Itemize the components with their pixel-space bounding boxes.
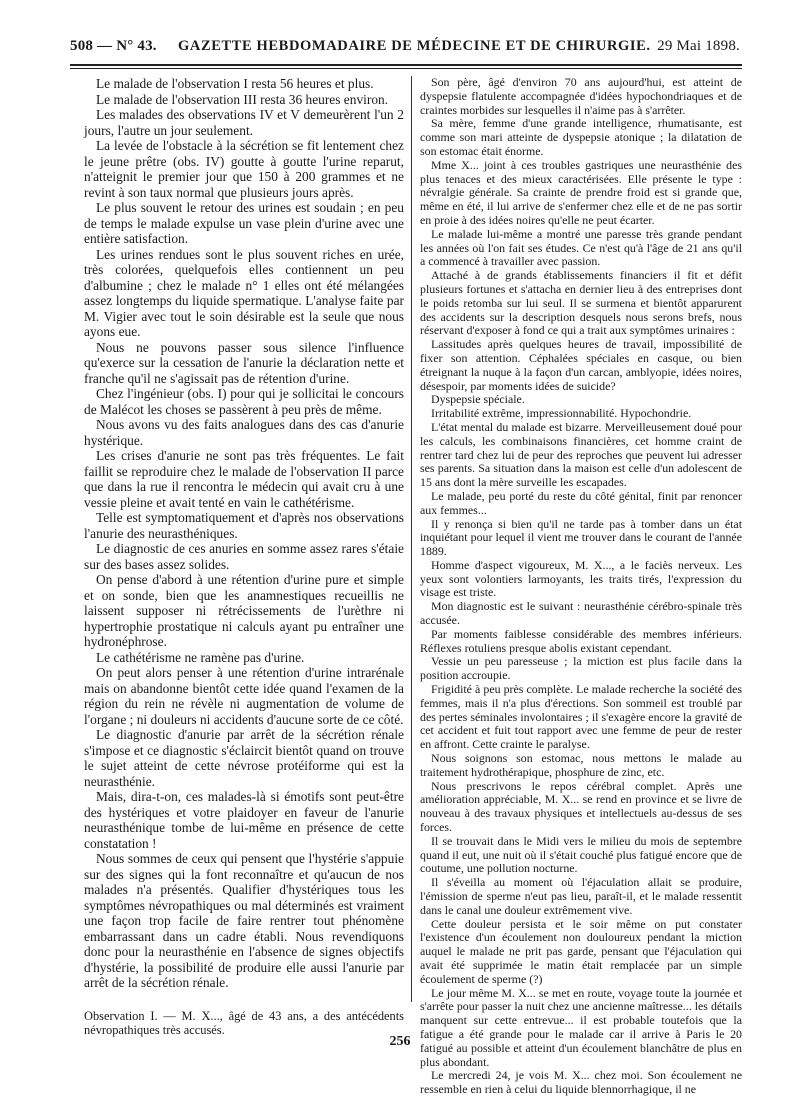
running-header [70, 34, 740, 60]
paragraph: Nous sommes de ceux qui pensent que l'hystérie s'appuie sur des signes qui la font reconnaître et qu'aucun de nos malades n'a présentés. Qualifier d'hystériques tous les symptômes névropathiques ou mal déterminés est vraiment une façon trop facile de faire rentrer tout phénomène embarrassant dans un cadre établi. Nous revendiquons donc pour la neurasthénie en l'absence de signes objectifs d'hystérie, la possibilité de produire elle aussi l'anurie par arrêt de la sécrétion rénale. [84, 851, 404, 990]
paragraph: Le diagnostic d'anurie par arrêt de la sécrétion rénale s'impose et ce diagnostic s'éclaircit bientôt quand on trouve le sujet atteint de cette névrose protéiforme qui est la neurasthénie. [84, 727, 404, 789]
paragraph: Dyspepsie spéciale. [431, 392, 525, 407]
paragraph: Frigidité à peu près complète. Le malade recherche la société des femmes, mais il n'a plus d'érections. Son sommeil est troublé par des pertes séminales involontaires ; il s'exagère encore la gravité de cet accident et fuit tout rapport avec une femme de peur de rester en affront. Cette crainte le paralyse. [420, 682, 742, 752]
paragraph: Le mercredi 24, je vois M. X... chez moi. Son écoulement ne ressemble en rien à celui du liquide blennorrhagique, il ne [420, 1068, 742, 1097]
paragraph: Nous ne pouvons passer sous silence l'influence qu'exerce sur la cessation de l'anurie la déclaration nette et franche qu'il ne s'agissait pas de rétention d'urine. [84, 339, 404, 386]
paragraph: Nous prescrivons le repos cérébral complet. Après une amélioration appréciable, M. X... se rend en province et se livre de nouveau à des travaux physiques et intellectuels au-dessus de ses forces. [420, 778, 742, 835]
paragraph: Le plus souvent le retour des urines est soudain ; en peu de temps le malade expulse un vase plein d'urine avec une entière satisfaction. [84, 200, 404, 246]
header-rule-thick [70, 64, 742, 66]
paragraph: Homme d'aspect vigoureux, M. X..., a le faciès nerveux. Les yeux sont volontiers larmoyants, les traits tirés, l'expression du visage est triste. [420, 557, 742, 600]
paragraph: Le cathétérisme ne ramène pas d'urine. [96, 649, 305, 665]
paragraph: Mme X... joint à ces troubles gastriques une neurasthénie des plus tenaces et des mieux caractérisées. Elle présente le type : névralgie générale. Sa crainte de prendre froid est si grande que, même en été, il lui arrive de s'enfermer chez elle et de ne pas sortir en proie à des idées noires qu'elle ne peut écarter. [420, 157, 742, 227]
paragraph: Cette douleur persista et le soir même on put constater l'existence d'un écoulement non douloureux pendant la miction auquel le malade ne prit pas garde, pensant que l'éjaculation qui avait été supprimée le matin était remplacée par un simple écoulement de sperme (?) [420, 916, 742, 986]
paragraph: La levée de l'obstacle à la sécrétion se fit lentement chez le jeune prêtre (obs. IV) goutte à goutte l'urine reparut, n'atteignit le premier jour que 150 à 200 grammes et ne revint à son taux normal que plusieurs jours après. [84, 138, 404, 200]
paragraph: Lassitudes après quelques heures de travail, impossibilité de fixer son attention. Céphalées spéciales en casque, ou bien étreignant la nuque à la façon d'un carcan, amblyopie, idées noires, désespoir, par moments idées de suicide? [420, 337, 742, 393]
paragraph: Le malade de l'observation I resta 56 heures et plus. [96, 76, 374, 91]
paragraph: Mon diagnostic est le suivant : neurasthénie cérébro-spinale très accusée. [420, 599, 742, 628]
paragraph: Chez l'ingénieur (obs. I) pour qui je sollicitai le concours de Malécot les choses se passèrent à peu près de même. [84, 386, 404, 417]
paragraph: Le malade lui-même a montré une paresse très grande pendant les années où l'on fait ses études. Ce n'est qu'à l'âge de 21 ans qu'il a commencé à travailler avec passion. [420, 226, 742, 269]
paragraph: Le malade, peu porté du reste du côté génital, finit par renoncer aux femmes... [420, 488, 742, 517]
paragraph: L'état mental du malade est bizarre. Merveilleusement doué pour les calculs, les combinaisons financières, cet homme craint de rentrer tard chez lui de peur des reproches que peuvent lui adresser ses parents. Sa situation dans la maison est celle d'un adolescent de 15 ans dont la mère surveille les escapades. [420, 419, 742, 490]
paragraph: Les urines rendues sont le plus souvent riches en urée, très colorées, quelquefois elles contiennent un peu d'albumine ; chez le malade n° 1 elles ont été mélangées assez longtemps du liquide spermatique. L'analyse faite par M. Vigier avec tout le soin désirable est la seule que nous ayons eue. [84, 246, 404, 339]
column-divider [411, 76, 412, 1002]
paragraph: Telle est symptomatiquement et d'après nos observations l'anurie des neurasthéniques. [84, 510, 404, 541]
paragraph: Le malade de l'observation III resta 36 heures environ. [96, 91, 389, 107]
paragraph: Attaché à de grands établissements financiers il fit et défit plusieurs fortunes et s'attacha en dernier lieu à des entreprises dont le poids retomba sur lui seul. Il se surmena et bientôt apparurent des accidents sur la description desquels nous serons brefs, nous réservant d'exposer à fond ce qui a trait aux symptômes urinaires : [420, 268, 742, 338]
page-number: 256 [389, 1034, 411, 1049]
paragraph: Nous avons vu des faits analogues dans des cas d'anurie hystérique. [84, 417, 404, 448]
issue-date: 29 Mai 1898. [657, 38, 740, 54]
paragraph: Il y renonça si bien qu'il ne tarde pas à tomber dans un état inquiétant pour lequel il vient me trouver dans le courant de l'année 1889. [420, 516, 742, 559]
right-column [420, 75, 742, 1097]
paragraph: Irritabilité extrême, impressionnabilité. Hypochondrie. [431, 406, 692, 421]
left-column [84, 76, 404, 1037]
paragraph: On peut alors penser à une rétention d'urine intrarénale mais on abandonne bientôt cette idée quand l'examen de la région du rein ne révèle ni augmentation de volume de l'organe ; ni douleurs ni accidents d'aucune sorte de ce côté. [84, 665, 404, 727]
paragraph: Le jour même M. X... se met en route, voyage toute la journée et s'arrête pour passer la nuit chez une ancienne maîtresse... les détails manquent sur cette entrevue... il est probable toutefois que la fatigue a été grande pour le malade car il arrive à Paris le 20 fatigué au possible et atteint d'un écoulement blanchâtre de plus en plus abondant. [420, 985, 742, 1069]
paragraph: Il se trouvait dans le Midi vers le milieu du mois de septembre quand il eut, une nuit où il s'était couché plus fatigué encore que de coutume, une pollution nocturne. [420, 833, 742, 876]
paragraph: Le diagnostic de ces anuries en somme assez rares s'étaie sur des bases assez solides. [84, 541, 404, 572]
header-rule-thin [70, 68, 742, 69]
paragraph: Sa mère, femme d'une grande intelligence, rhumatisante, est comme son mari atteinte de dyspepsie atonique ; la dilatation de son estomac était énorme. [420, 116, 742, 158]
page-issue-number: 508 — N° 43. [70, 38, 157, 54]
paragraph: Les malades des observations IV et V demeurèrent l'un 2 jours, l'autre un jour seulement. [84, 107, 404, 138]
paragraph: Mais, dira-t-on, ces malades-là si émotifs sont peut-être des hystériques et votre plaidoyer en faveur de l'anurie neurasthénique tombe de lui-même en présence de cette constatation ! [84, 789, 404, 851]
paragraph: Nous soignons son estomac, nous mettons le malade au traitement hydrothérapique, phosphure de zinc, etc. [420, 751, 742, 779]
paragraph: On pense d'abord à une rétention d'urine pure et simple et on sonde, bien que les anamnestiques recueillis ne laissent supposer ni rétrécissements de l'urèthre ni hypertrophie prostatique ni calculs ayant pu entraîner une hydronéphrose. [84, 572, 404, 649]
paragraph: Son père, âgé d'environ 70 ans aujourd'hui, est atteint de dyspepsie flatulente accompagnée d'idées hypochondriaques et de craintes morbides sur lesquelles il n'aime pas à s'arrêter. [420, 75, 742, 117]
journal-title: GAZETTE HEBDOMADAIRE DE MÉDECINE ET DE CHIRURGIE. [178, 38, 651, 54]
paragraph: Il s'éveilla au moment où l'éjaculation allait se produire, l'émission de sperme n'eut pas lieu, paraît-il, et le malade ressentit dans le canal une douleur extrêmement vive. [420, 875, 742, 917]
observation-heading: Observation I. — M. X..., âgé de 43 ans, a des antécédents névropathiques très accusés. [84, 1008, 404, 1037]
paragraph: Vessie un peu paresseuse ; la miction est plus facile dans la position accroupie. [420, 654, 742, 683]
paragraph: Par moments faiblesse considérable des membres inférieurs. Réflexes rotuliens presque abolis existant cependant. [420, 626, 742, 655]
paragraph: Les crises d'anurie ne sont pas très fréquentes. Le fait faillit se reproduire chez le malade de l'observation II parce que dans la rue il rencontra le médecin qui avait cru à une vessie pleine et avait tenté en vain le cathétérisme. [84, 448, 404, 510]
